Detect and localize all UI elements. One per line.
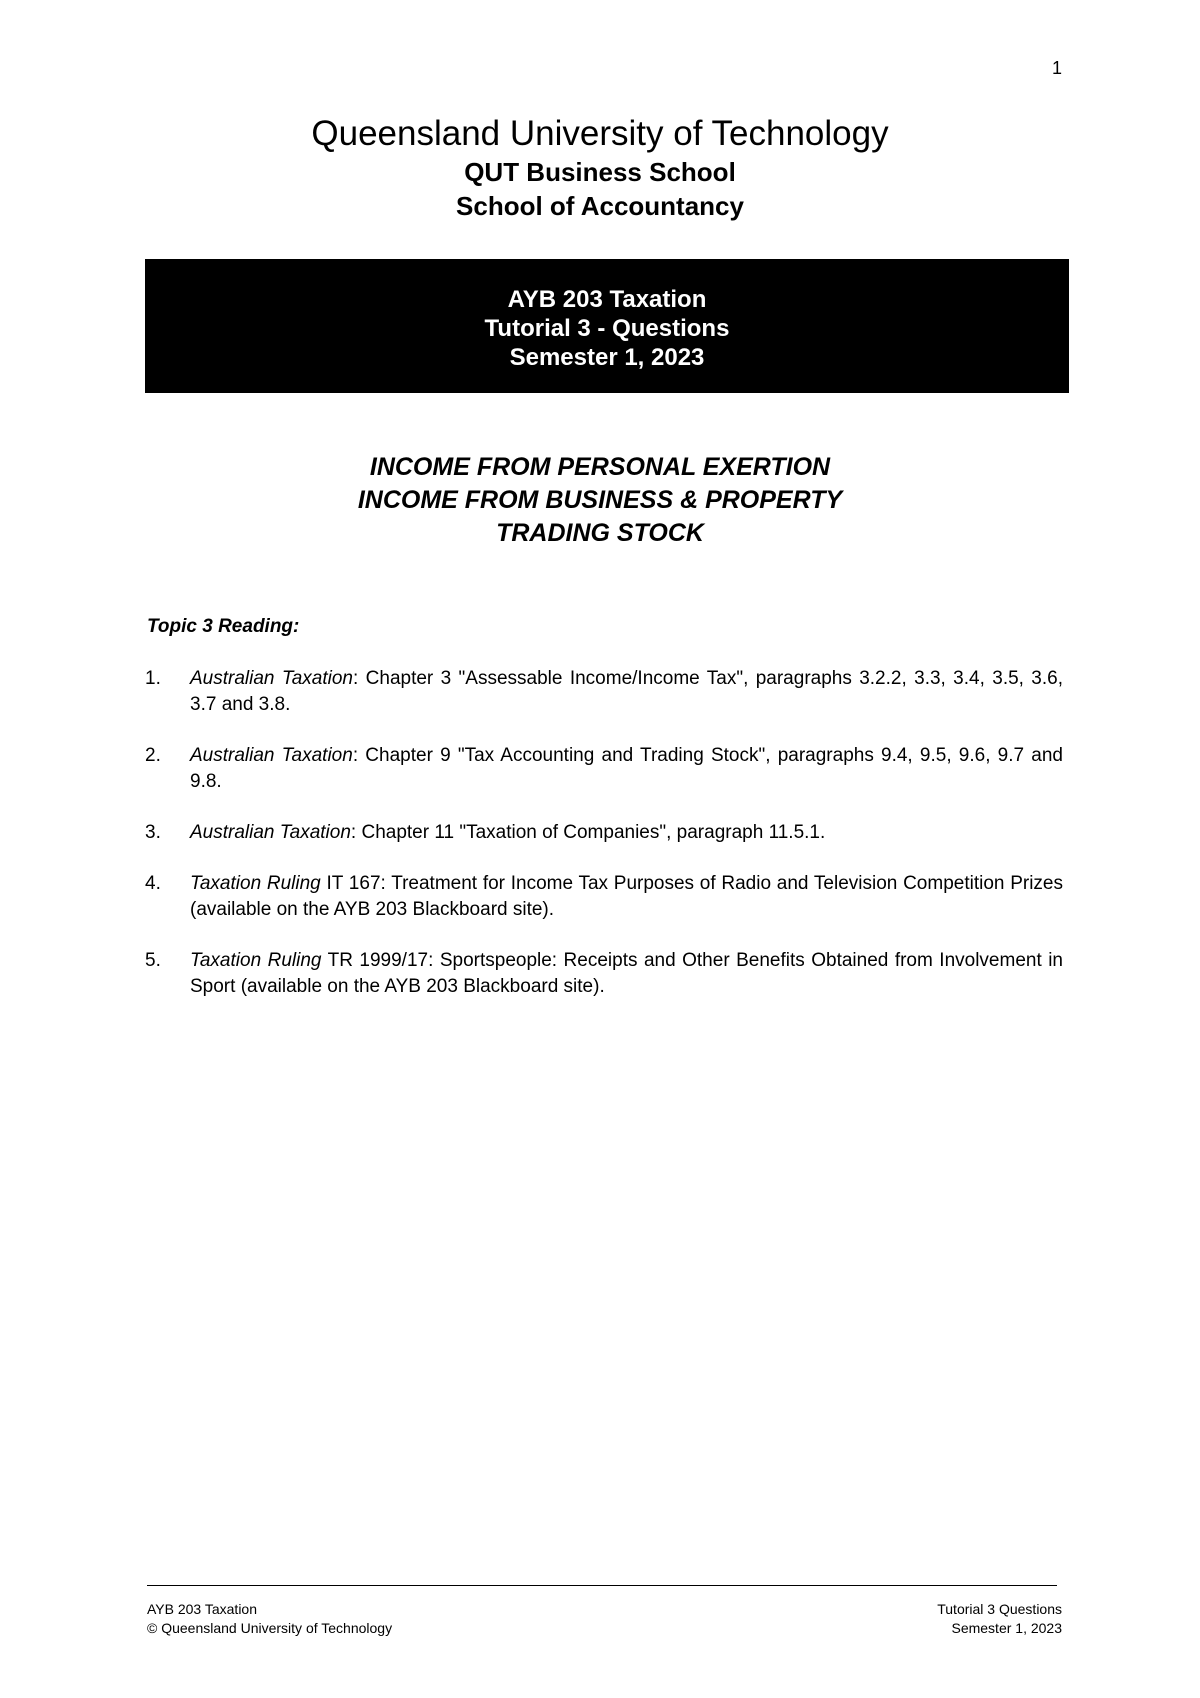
footer-divider [147, 1585, 1057, 1586]
source-title: Australian Taxation [190, 668, 353, 689]
topic-headings [0, 451, 1200, 550]
document-header [0, 113, 1200, 223]
source-separator: : [353, 668, 366, 689]
title-banner [145, 259, 1069, 393]
reading-item [145, 743, 1063, 795]
reading-heading: Topic 3 Reading: [147, 616, 300, 637]
source-title: Australian Taxation [190, 745, 353, 766]
source-separator: : [352, 745, 366, 766]
item-number: 4. [145, 873, 161, 894]
reading-list [145, 666, 1063, 1025]
footer-copyright: © Queensland University of Technology [147, 1620, 393, 1636]
item-number: 1. [145, 668, 161, 689]
source-title: Taxation Ruling [190, 950, 322, 971]
reading-text: IT 167: Treatment for Income Tax Purposes of Radio and Television Competition Prizes (available on the AYB 203 Blackboard site). [190, 873, 1064, 920]
source-separator: : [350, 822, 362, 843]
university-title: Queensland University of Technology [311, 114, 889, 153]
footer-unit: AYB 203 Taxation [147, 1601, 258, 1617]
semester-title: Semester 1, 2023 [509, 344, 705, 371]
footer-left [147, 1600, 392, 1638]
department-name: School of Accountancy [456, 191, 744, 221]
item-number: 3. [145, 822, 161, 843]
topic-heading: TRADING STOCK [496, 519, 704, 547]
footer-semester: Semester 1, 2023 [951, 1620, 1062, 1636]
reading-item [145, 871, 1063, 923]
reading-text: TR 1999/17: Sportspeople: Receipts and Other Benefits Obtained from Involvement in Sport (available on the AYB 203 Blackboard site). [190, 950, 1063, 997]
item-number: 5. [145, 950, 161, 971]
topic-heading: INCOME FROM PERSONAL EXERTION [369, 453, 831, 481]
page-number: 1 [1051, 58, 1062, 78]
tutorial-title: Tutorial 3 - Questions [484, 315, 730, 342]
reading-text: Chapter 11 "Taxation of Companies", paragraph 11.5.1. [361, 822, 826, 843]
topic-heading: INCOME FROM BUSINESS & PROPERTY [357, 486, 843, 514]
reading-item [145, 948, 1063, 1000]
item-number: 2. [145, 745, 161, 766]
reading-text: Chapter 9 "Tax Accounting and Trading Stock", paragraphs 9.4, 9.5, 9.6, 9.7 and 9.8. [190, 745, 1063, 792]
reading-item [145, 820, 1063, 846]
reading-text: Chapter 3 "Assessable Income/Income Tax", paragraphs 3.2.2, 3.3, 3.4, 3.5, 3.6, 3.7 and 3.8. [190, 668, 1064, 715]
school-name: QUT Business School [464, 157, 736, 187]
source-title: Taxation Ruling [190, 873, 321, 894]
reading-item [145, 666, 1063, 718]
source-title: Australian Taxation [190, 822, 351, 843]
footer-tutorial: Tutorial 3 Questions [937, 1601, 1062, 1617]
footer-right [937, 1600, 1062, 1638]
unit-title: AYB 203 Taxation [507, 286, 707, 313]
